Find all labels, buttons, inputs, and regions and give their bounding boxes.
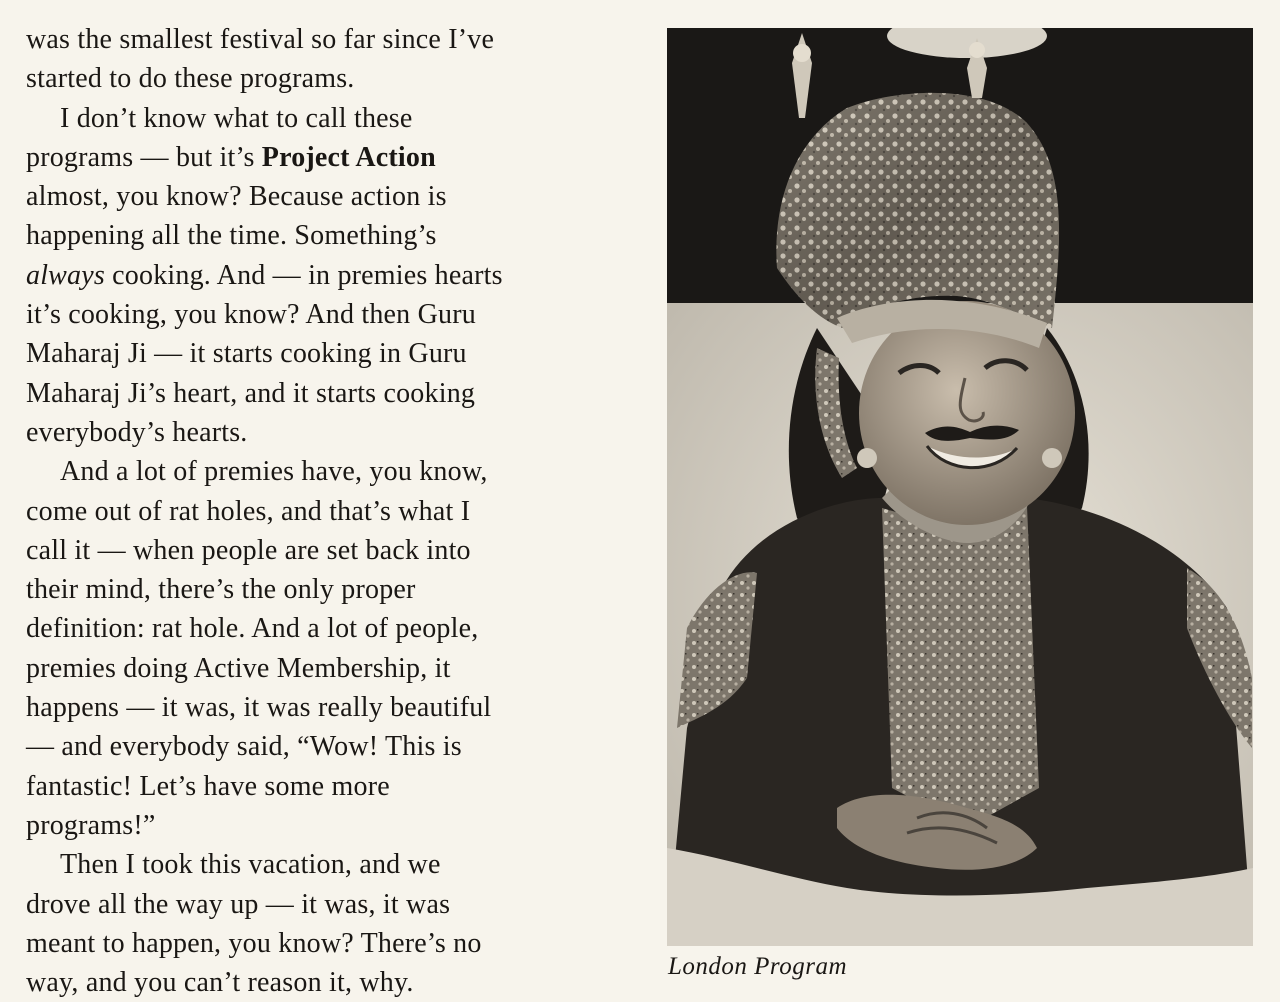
text-line <box>26 963 626 1002</box>
text-line <box>26 688 626 727</box>
bold-text: Project Action <box>261 141 436 173</box>
text-line <box>26 767 626 806</box>
text-line <box>26 885 626 924</box>
text-line <box>26 492 626 531</box>
text-line <box>26 845 626 884</box>
body-text: And a lot of premies have, you know, <box>60 456 488 488</box>
body-text: come out of rat holes, and that’s what I <box>26 495 471 527</box>
article-paragraph <box>26 99 626 453</box>
text-line <box>26 806 626 845</box>
text-line <box>26 334 626 373</box>
body-text: started to do these programs. <box>26 63 355 95</box>
text-line <box>26 295 626 334</box>
body-text: call it — when people are set back into <box>26 534 471 566</box>
text-line <box>26 59 626 98</box>
body-text: programs!” <box>26 809 156 841</box>
text-line <box>26 216 626 255</box>
text-line <box>26 177 626 216</box>
body-text: Then I took this vacation, and we <box>60 849 441 881</box>
text-line <box>26 924 626 963</box>
article-paragraph <box>26 845 626 1002</box>
body-text: fantastic! Let’s have some more <box>26 770 390 802</box>
article-text-column <box>26 20 626 1002</box>
body-text: I don’t know what to call these <box>60 102 413 134</box>
text-line <box>26 138 626 177</box>
article-paragraph <box>26 452 626 845</box>
photo-caption: London Program <box>668 953 848 980</box>
text-line <box>26 570 626 609</box>
body-text: Maharaj Ji’s heart, and it starts cooking <box>26 377 476 409</box>
article-paragraph <box>26 20 626 99</box>
body-text: almost, you know? Because action is <box>26 181 447 213</box>
portrait-photo-image <box>667 28 1253 946</box>
body-text: — and everybody said, “Wow! This is <box>26 731 462 763</box>
text-line <box>26 413 626 452</box>
text-line <box>26 609 626 648</box>
text-line <box>26 452 626 491</box>
body-text: programs — but it’s <box>26 141 262 173</box>
body-text: happening all the time. Something’s <box>26 220 437 252</box>
body-text: their mind, there’s the only proper <box>26 574 416 606</box>
text-line <box>26 531 626 570</box>
body-text: Maharaj Ji — it starts cooking in Guru <box>26 338 467 370</box>
body-text: premies doing Active Membership, it <box>26 652 451 684</box>
text-line <box>26 727 626 766</box>
body-text: drove all the way up — it was, it was <box>26 888 451 920</box>
text-line <box>26 20 626 59</box>
italic-text: always <box>26 259 105 291</box>
body-text: was the smallest festival so far since I’ve <box>26 24 495 55</box>
body-text: it’s cooking, you know? And then Guru <box>26 299 476 331</box>
body-text: happens — it was, it was really beautiful <box>26 692 492 724</box>
text-line <box>26 99 626 138</box>
body-text: definition: rat hole. And a lot of people, <box>26 613 479 645</box>
text-line <box>26 256 626 295</box>
text-line <box>26 649 626 688</box>
text-line <box>26 374 626 413</box>
photo-london-program <box>667 28 1253 946</box>
body-text: meant to happen, you know? There’s no <box>26 927 482 959</box>
body-text: cooking. And — in premies hearts <box>104 259 503 291</box>
body-text: everybody’s hearts. <box>26 416 248 448</box>
body-text: way, and you can’t reason it, why. <box>26 967 414 999</box>
